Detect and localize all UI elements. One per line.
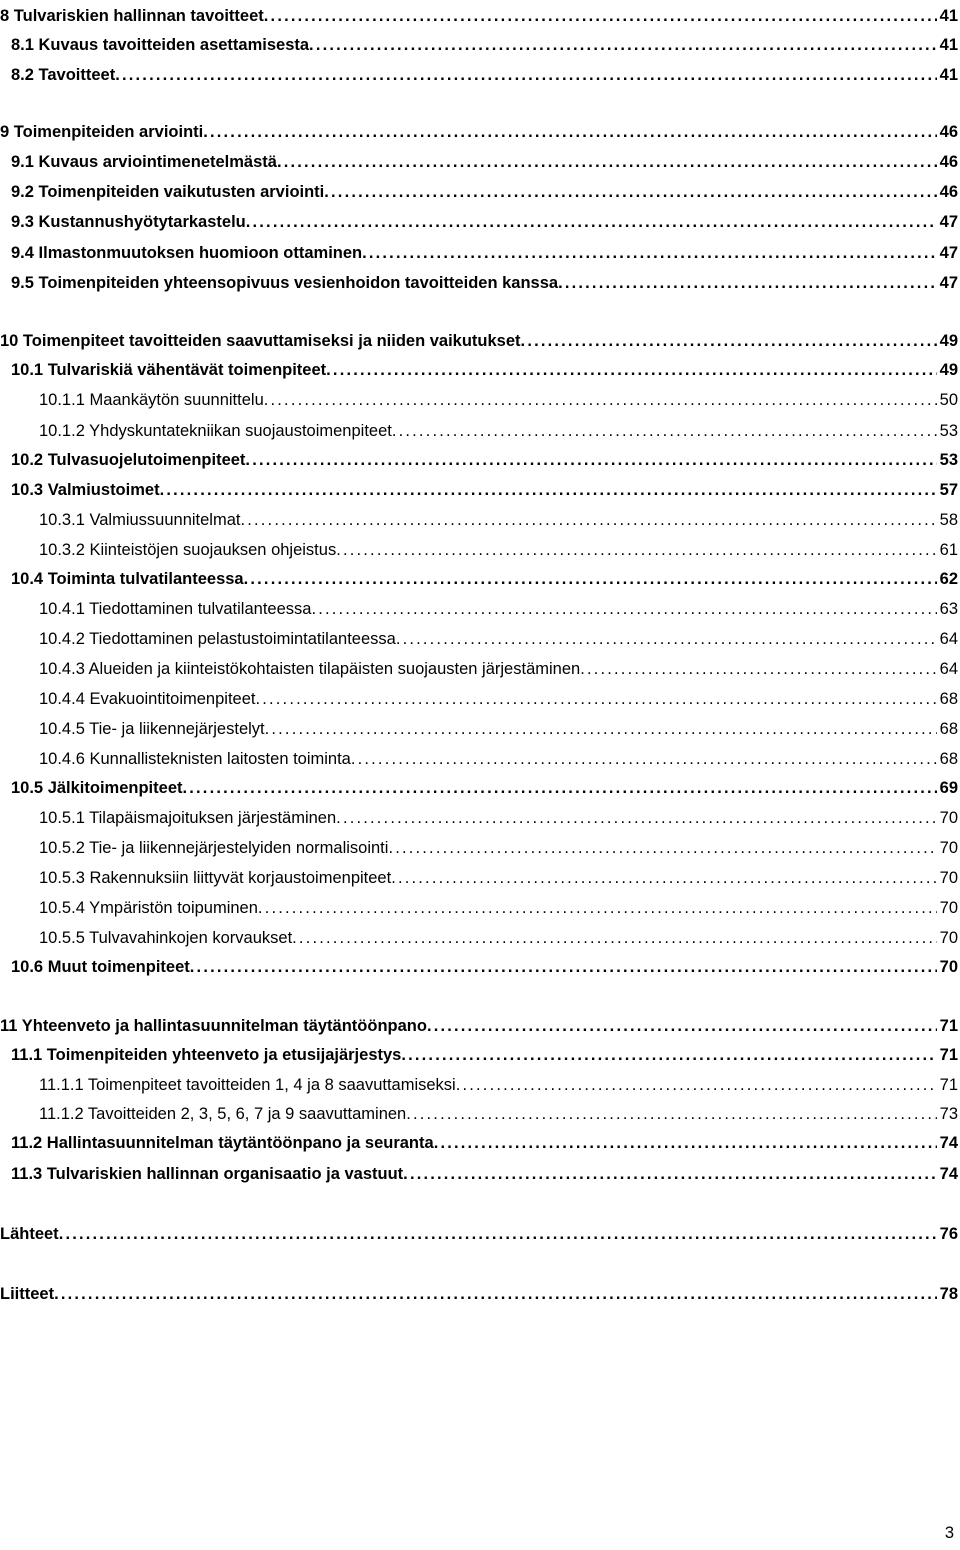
toc-entry-page: 61 (939, 541, 958, 559)
toc-entry[interactable] (0, 1282, 958, 1306)
toc-entry-page: 74 (939, 1134, 958, 1152)
toc-entry[interactable] (39, 538, 958, 562)
toc-entry-label: 10.5.3 Rakennuksiin liittyvät korjaustoimenpiteet (39, 869, 392, 887)
toc-entry[interactable] (11, 776, 958, 800)
toc-dot-leader (115, 63, 936, 87)
toc-entry-label: 10.4.2 Tiedottaminen pelastustoimintatilanteessa (39, 630, 396, 648)
toc-entry[interactable] (11, 1043, 958, 1067)
toc-entry-page: 41 (939, 66, 958, 84)
toc-entry-page: 70 (939, 809, 958, 827)
toc-entry-page: 70 (939, 869, 958, 887)
toc-entry-label: 9.2 Toimenpiteiden vaikutusten arviointi (11, 183, 325, 201)
toc-entry-label: 10.1.1 Maankäytön suunnittelu (39, 391, 264, 409)
toc-dot-leader (396, 627, 937, 651)
toc-entry[interactable] (11, 1162, 958, 1186)
toc-entry[interactable] (11, 180, 958, 204)
toc-entry-page: 57 (939, 481, 958, 499)
toc-dot-leader (558, 271, 937, 295)
toc-dot-leader (336, 806, 936, 830)
toc-entry-label: 10.4.1 Tiedottaminen tulvatilanteessa (39, 600, 312, 618)
toc-dot-leader (244, 567, 937, 591)
toc-entry-page: 50 (939, 391, 958, 409)
toc-dot-leader (277, 150, 937, 174)
toc-entry[interactable] (0, 1014, 958, 1038)
toc-entry-label: 10.4.3 Alueiden ja kiinteistökohtaisten tilapäisten suojausten järjestäminen (39, 660, 581, 678)
toc-entry-page: 62 (939, 570, 958, 588)
toc-entry[interactable] (11, 241, 958, 265)
toc-dot-leader (292, 926, 936, 950)
toc-entry[interactable] (0, 329, 958, 353)
toc-entry[interactable] (11, 150, 958, 174)
toc-entry[interactable] (11, 33, 958, 57)
toc-entry-label: 10.1.2 Yhdyskuntatekniikan suojaustoimenpiteet (39, 422, 392, 440)
toc-entry[interactable] (0, 4, 958, 28)
toc-entry[interactable] (39, 627, 958, 651)
toc-entry-label: 10 Toimenpiteet tavoitteiden saavuttamiseksi ja niiden vaikutukset (0, 332, 521, 350)
toc-entry-page: 71 (939, 1076, 958, 1094)
toc-entry-label: 8.1 Kuvaus tavoitteiden asettamisesta (11, 36, 310, 54)
toc-entry-page: 71 (939, 1046, 958, 1064)
toc-dot-leader (326, 358, 936, 382)
toc-entry-page: 47 (939, 213, 958, 231)
toc-entry-page: 76 (939, 1225, 958, 1243)
toc-dot-leader (160, 478, 937, 502)
toc-entry-page: 70 (939, 958, 958, 976)
toc-entry[interactable] (39, 657, 958, 681)
toc-entry-page: 46 (939, 123, 958, 141)
toc-entry-page: 64 (939, 630, 958, 648)
toc-entry-page: 47 (939, 244, 958, 262)
toc-entry-label: 8.2 Tavoitteet (11, 66, 116, 84)
toc-entry-label: 10.3 Valmiustoimet (11, 481, 160, 499)
toc-dot-leader (264, 4, 937, 28)
toc-dot-leader (427, 1014, 937, 1038)
toc-entry-page: 70 (939, 839, 958, 857)
toc-dot-leader (406, 1102, 936, 1126)
toc-entry-label: Liitteet (0, 1285, 55, 1303)
toc-entry-page: 70 (939, 899, 958, 917)
toc-dot-leader (258, 896, 937, 920)
toc-entry-label: 11.1 Toimenpiteiden yhteenveto ja etusijajärjestys (11, 1046, 402, 1064)
toc-dot-leader (183, 776, 937, 800)
toc-entry-label: 10.4 Toiminta tulvatilanteessa (11, 570, 244, 588)
toc-entry[interactable] (39, 836, 958, 860)
toc-dot-leader (255, 687, 936, 711)
toc-entry-label: 9.5 Toimenpiteiden yhteensopivuus vesienhoidon tavoitteiden kanssa (11, 274, 559, 292)
toc-entry-page: 70 (939, 929, 958, 947)
toc-entry-label: 9 Toimenpiteiden arviointi (0, 123, 204, 141)
toc-dot-leader (309, 33, 937, 57)
toc-dot-leader (245, 448, 936, 472)
toc-entry[interactable] (11, 955, 958, 979)
toc-dot-leader (434, 1131, 937, 1155)
toc-entry-label: 10.3.1 Valmiussuunnitelmat (39, 511, 241, 529)
toc-entry-page: 74 (939, 1165, 958, 1183)
toc-entry-page: 49 (939, 332, 958, 350)
toc-entry-label: 10.5 Jälkitoimenpiteet (11, 779, 183, 797)
toc-entry-label: 10.5.1 Tilapäismajoituksen järjestäminen (39, 809, 337, 827)
toc-entry[interactable] (11, 271, 958, 295)
toc-entry-page: 53 (939, 451, 958, 469)
toc-entry-page: 49 (939, 361, 958, 379)
toc-entry-label: 10.5.2 Tie- ja liikennejärjestelyiden normalisointi (39, 839, 389, 857)
toc-dot-leader (324, 180, 936, 204)
toc-entry-page: 53 (939, 422, 958, 440)
toc-entry[interactable] (39, 388, 958, 412)
toc-entry[interactable] (39, 508, 958, 532)
toc-dot-leader (264, 388, 937, 412)
toc-entry-label: 10.5.5 Tulvavahinkojen korvaukset (39, 929, 293, 947)
toc-entry[interactable] (11, 358, 958, 382)
toc-dot-leader (311, 597, 936, 621)
toc-dot-leader (54, 1282, 937, 1306)
toc-entry-page: 78 (939, 1285, 958, 1303)
toc-entry[interactable] (11, 1131, 958, 1155)
toc-entry-label: 11.3 Tulvariskien hallinnan organisaatio ja vastuut (11, 1165, 404, 1183)
toc-entry-label: 9.3 Kustannushyötytarkastelu (11, 213, 246, 231)
toc-dot-leader (246, 210, 937, 234)
toc-dot-leader (388, 836, 936, 860)
toc-entry[interactable] (39, 806, 958, 830)
toc-entry-page: 41 (939, 36, 958, 54)
toc-entry[interactable] (39, 926, 958, 950)
toc-dot-leader (362, 241, 937, 265)
toc-entry-label: 8 Tulvariskien hallinnan tavoitteet (0, 7, 264, 25)
toc-entry[interactable] (39, 717, 958, 741)
toc-entry-label: 9.1 Kuvaus arviointimenetelmästä (11, 153, 277, 171)
toc-entry-page: 69 (939, 779, 958, 797)
toc-entry-page: 68 (939, 750, 958, 768)
toc-entry[interactable] (0, 120, 958, 144)
toc-entry-page: 68 (939, 720, 958, 738)
toc-dot-leader (265, 717, 937, 741)
toc-entry-page: 68 (939, 690, 958, 708)
toc-dot-leader (391, 866, 936, 890)
toc-entry[interactable] (39, 747, 958, 771)
toc-entry[interactable] (11, 210, 958, 234)
toc-entry-page: 58 (939, 511, 958, 529)
toc-entry-page: 64 (939, 660, 958, 678)
toc-entry-label: 11.1.1 Toimenpiteet tavoitteiden 1, 4 ja 8 saavuttamiseksi (39, 1076, 456, 1094)
toc-entry[interactable] (39, 687, 958, 711)
toc-entry-page: 47 (939, 274, 958, 292)
toc-dot-leader (240, 508, 936, 532)
toc-entry-label: Lähteet (0, 1225, 59, 1243)
toc-dot-leader (580, 657, 936, 681)
toc-entry-page: 73 (939, 1105, 958, 1123)
toc-entry[interactable] (11, 448, 958, 472)
toc-dot-leader (456, 1073, 937, 1097)
toc-entry-page: 46 (939, 153, 958, 171)
toc-entry[interactable] (11, 63, 958, 87)
toc-entry[interactable] (39, 597, 958, 621)
toc-entry[interactable] (11, 478, 958, 502)
toc-entry-label: 10.4.4 Evakuointitoimenpiteet (39, 690, 256, 708)
toc-entry-label: 10.6 Muut toimenpiteet (11, 958, 190, 976)
toc-entry[interactable] (39, 896, 958, 920)
toc-entry-page: 63 (939, 600, 958, 618)
toc-entry[interactable] (39, 1073, 958, 1097)
toc-entry-label: 11.2 Hallintasuunnitelman täytäntöönpano ja seuranta (11, 1134, 434, 1152)
toc-entry-label: 11 Yhteenveto ja hallintasuunnitelman täytäntöönpano (0, 1017, 427, 1035)
toc-dot-leader (521, 329, 937, 353)
toc-entry-label: 9.4 Ilmastonmuutoksen huomioon ottaminen (11, 244, 363, 262)
toc-entry-label: 10.3.2 Kiinteistöjen suojauksen ohjeistus (39, 541, 337, 559)
toc-entry-label: 10.4.6 Kunnallisteknisten laitosten toiminta (39, 750, 351, 768)
toc-dot-leader (190, 955, 937, 979)
toc-entry[interactable] (39, 419, 958, 443)
toc-entry[interactable] (39, 1102, 958, 1126)
toc-dot-leader (401, 1043, 936, 1067)
toc-entry-page: 41 (939, 7, 958, 25)
toc-dot-leader (351, 747, 937, 771)
toc-entry-page: 46 (939, 183, 958, 201)
toc-dot-leader (203, 120, 936, 144)
toc-entry[interactable] (39, 866, 958, 890)
toc-entry-label: 10.2 Tulvasuojelutoimenpiteet (11, 451, 246, 469)
toc-dot-leader (59, 1222, 937, 1246)
toc-entry-page: 71 (939, 1017, 958, 1035)
toc-entry-label: 10.4.5 Tie- ja liikennejärjestelyt (39, 720, 265, 738)
toc-entry[interactable] (11, 567, 958, 591)
toc-dot-leader (336, 538, 936, 562)
toc-entry-label: 10.1 Tulvariskiä vähentävät toimenpiteet (11, 361, 327, 379)
page-number: 3 (944, 1524, 954, 1542)
toc-dot-leader (392, 419, 937, 443)
toc-entry-label: 11.1.2 Tavoitteiden 2, 3, 5, 6, 7 ja 9 saavuttaminen (39, 1105, 407, 1123)
toc-dot-leader (403, 1162, 936, 1186)
toc-entry[interactable] (0, 1222, 958, 1246)
toc-entry-label: 10.5.4 Ympäristön toipuminen (39, 899, 258, 917)
